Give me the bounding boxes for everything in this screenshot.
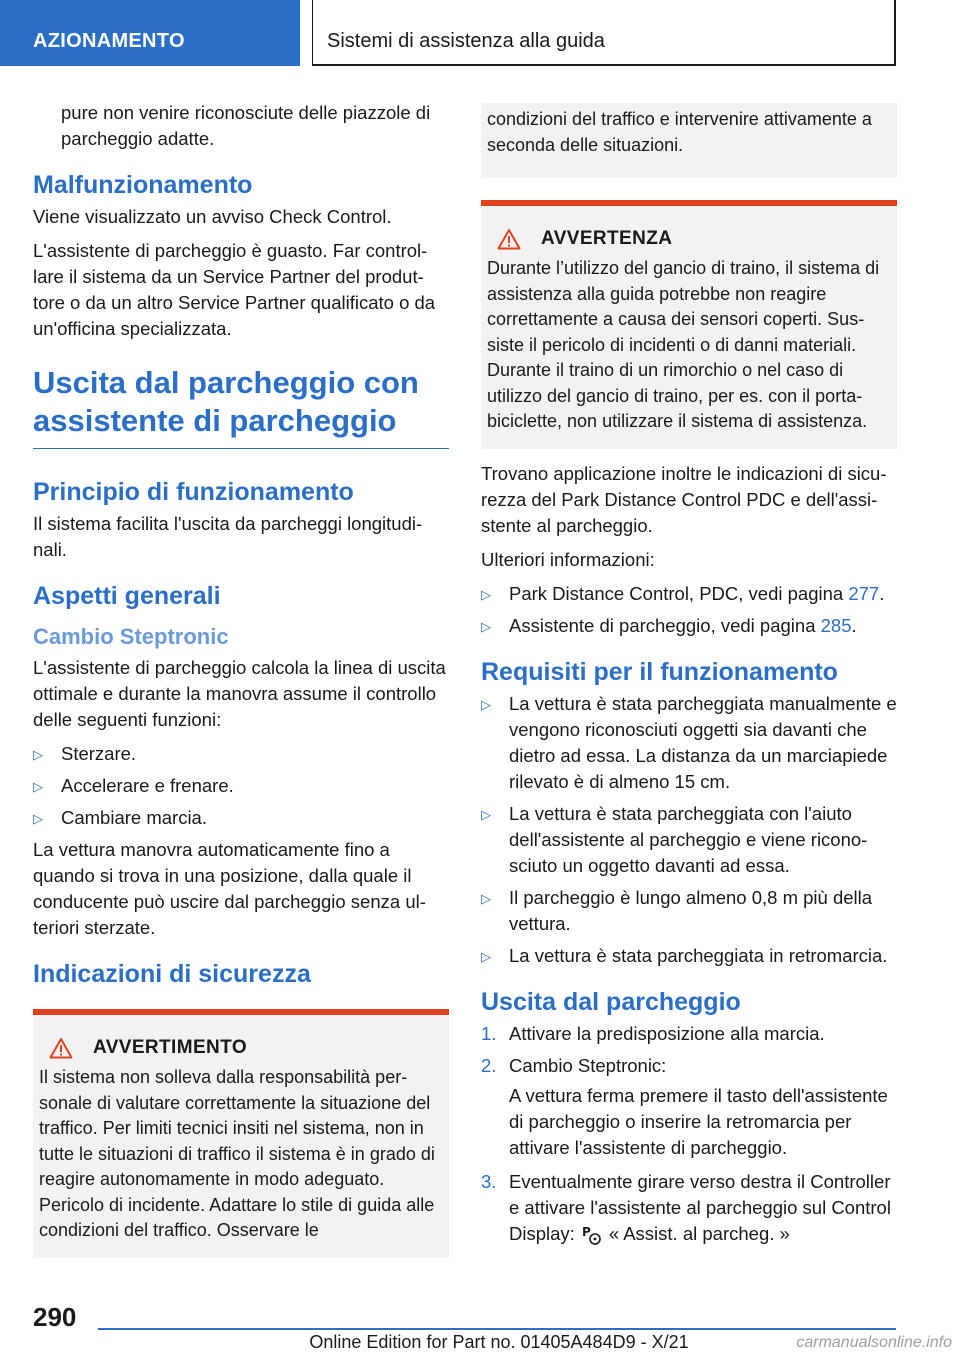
warning-text: Il sistema non solleva dalla responsabilità personale di valutare correttamente la situazione del traffico. Per limiti tecnici insiti nel sistema, non in tutte le situazioni di traffico il sistema è in grado di reagire autonomamente in modo adeguato. Pericolo di incidente. Adattare lo stile di guida alle condizioni del traffico. Osservare le	[39, 1067, 435, 1240]
requirements-heading: Requisiti per il funzionamento	[481, 657, 838, 686]
notice-text: Durante l’utilizzo del gancio di traino, il sistema di assistenza alla guida potrebbe non reagire correttamente a causa dei sensori coperti. Sussiste il pericolo di incidenti o di danni materiali. Durante il traino di un rimorchio o nel caso di utilizzo del gancio di traino, per es. con il portabiciclette, non utilizzare il sistema di assistenza.	[487, 258, 880, 431]
list-item: ▷ Cambiare marcia.	[33, 805, 449, 831]
list-item: 2. Cambio Steptronic:	[481, 1054, 667, 1076]
warning-triangle-icon	[49, 1037, 73, 1059]
triangle-bullet-icon: ▷	[481, 890, 491, 906]
list-item: ▷ La vettura è stata parcheggiata con l'aiuto dell'assistente al parcheggio e viene riconosciuto un oggetto davanti ad essa.	[481, 802, 868, 876]
list-item: 3. Eventualmente girare verso destra il Controller e attivare l'assistente al parcheggio sul Control Display: P « Assist. al parcheg. »	[481, 1169, 897, 1247]
principle-text: Il sistema facilita l'uscita da parcheggi longitudinali.	[33, 513, 423, 560]
footer-divider	[98, 1328, 896, 1330]
edition-text: Online Edition for Part no. 01405A484D9 - X/21	[309, 1332, 689, 1352]
exit-steps-cont	[481, 1169, 897, 1247]
triangle-bullet-icon: ▷	[481, 696, 491, 712]
safety-heading: Indicazioni di sicurezza	[33, 960, 311, 988]
list-item: ▷ Sterzare.	[33, 741, 449, 767]
triangle-bullet-icon: ▷	[33, 779, 43, 794]
triangle-bullet-icon: ▷	[33, 747, 43, 762]
warning-triangle-icon	[497, 228, 521, 250]
watermark: carmanualsonline.info	[796, 1334, 952, 1351]
svg-text:P: P	[581, 1224, 591, 1239]
exit-steps	[481, 1021, 897, 1079]
warning-continuation-text: condizioni del traffico e intervenire attivamente a seconda delle situazioni.	[487, 109, 872, 155]
chapter-tab: AZIONAMENTO	[0, 0, 300, 66]
notice-title: AVVERTENZA	[487, 228, 889, 250]
general-text-2: La vettura manovra automaticamente fino a quando si trova in una posizione, dalla quale il conducente può uscire dal parcheggio senza ulteriori sterzate.	[33, 839, 426, 938]
list-item: ▷ Accelerare e frenare.	[33, 773, 449, 799]
step-2-continuation: A vettura ferma premere il tasto dell'assistente di parcheggio o inserire la retromarcia per attivare l'assistente di parcheggio.	[509, 1084, 888, 1158]
section-title: Sistemi di assistenza alla guida	[312, 0, 896, 66]
page-link-277[interactable]: 277	[848, 582, 880, 604]
notice-box	[481, 200, 897, 449]
list-item: ▷ Il parcheggio è lungo almeno 0,8 m più della vettura.	[481, 886, 873, 934]
malfunction-text-2: L'assistente di parcheggio è guasto. Far controllare il sistema da un Service Partner del produttore o da un altro Service Partner qualificato o da un'officina specializzata.	[33, 240, 436, 339]
warning-box-continuation	[481, 103, 897, 178]
right-column	[481, 103, 897, 1253]
list-item: ▷ Assistente di parcheggio, vedi pagina 285.	[481, 613, 897, 639]
page-number: 290	[33, 1302, 77, 1332]
warning-title: AVVERTIMENTO	[39, 1037, 441, 1059]
triangle-bullet-icon: ▷	[481, 948, 491, 964]
functions-list	[33, 741, 449, 831]
reference-list	[481, 581, 897, 639]
warning-box	[33, 1009, 449, 1258]
general-text-1: L'assistente di parcheggio calcola la linea di uscita ottimale e durante la manovra assume il controllo delle seguenti funzioni:	[33, 657, 446, 730]
left-column	[33, 100, 449, 1270]
list-item: ▷ La vettura è stata parcheggiata manualmente e vengono riconosciuti oggetti sia davanti che dietro ad essa. La distanza da un marciapiede rilevato è di almeno 15 cm.	[481, 692, 897, 792]
general-heading: Aspetti generali	[33, 582, 221, 610]
triangle-bullet-icon: ▷	[481, 618, 491, 634]
exit-heading: Uscita dal parcheggio	[481, 987, 741, 1016]
intro-continuation: pure non venire riconosciute delle piazzole di parcheggio adatte.	[61, 102, 431, 149]
triangle-bullet-icon: ▷	[481, 586, 491, 602]
safety-reference-text: Trovano applicazione inoltre le indicazioni di sicurezza del Park Distance Control PDC e dell'assistente al parcheggio.	[481, 462, 887, 536]
main-heading: Uscita dal parcheggio con assistente di parcheggio	[33, 364, 449, 449]
page-footer	[0, 1290, 960, 1362]
list-item: ▷ Park Distance Control, PDC, vedi pagina 277.	[481, 581, 897, 607]
triangle-bullet-icon: ▷	[481, 806, 491, 822]
park-assist-icon	[581, 1224, 603, 1246]
list-item: 1. Attivare la predisposizione alla marcia.	[481, 1022, 825, 1044]
steptronic-subheading: Cambio Steptronic	[33, 624, 229, 649]
requirements-list	[481, 691, 897, 969]
page-header	[0, 0, 960, 66]
triangle-bullet-icon: ▷	[33, 811, 43, 826]
further-info-label: Ulteriori informazioni:	[481, 548, 655, 570]
malfunction-text-1: Viene visualizzato un avviso Check Control.	[33, 206, 392, 227]
principle-heading: Principio di funzionamento	[33, 478, 354, 506]
list-item: ▷ La vettura è stata parcheggiata in retromarcia.	[481, 943, 897, 969]
malfunction-heading: Malfunzionamento	[33, 171, 253, 199]
page-link-285[interactable]: 285	[820, 614, 852, 636]
